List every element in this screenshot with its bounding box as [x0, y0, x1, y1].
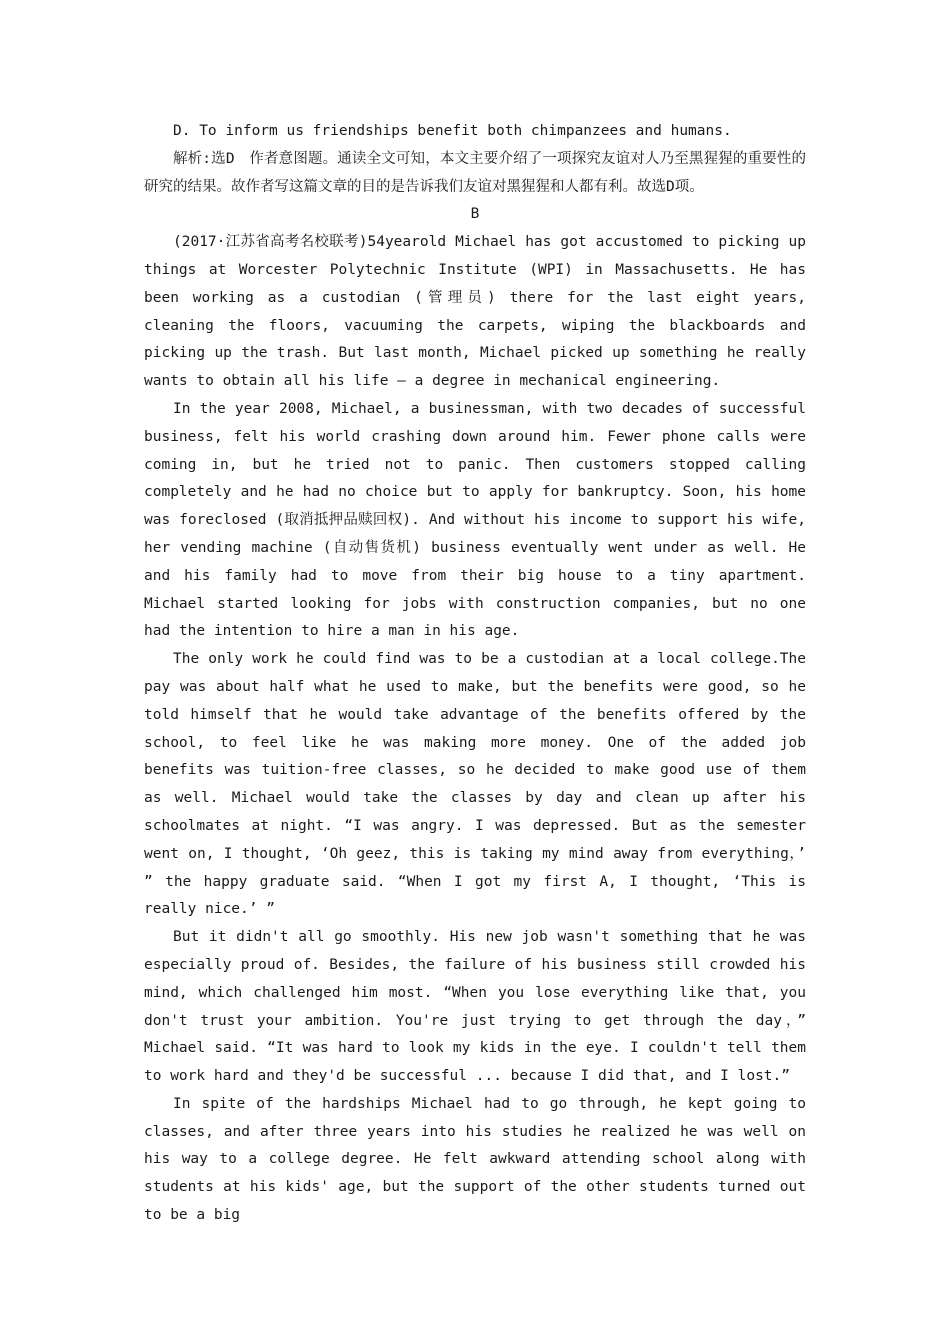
passage-paragraph-4: But it didn't all go smoothly. His new job wasn't something that he was especially proud of. Besides, the failure of his business still crowded his mind, which challenged him most. “When you lose everything like that, you don't trust your ambition. You're just trying to get through the day，” Michael said. “It was hard to look my kids in the eye. I couldn't tell them to work hard and they'd be successful ... because I did that, and I lost.”	[144, 929, 806, 1085]
analysis-paragraph: 解析:选D 作者意图题。通读全文可知，本文主要介绍了一项探究友谊对人乃至黑猩猩的重要性的研究的结果。故作者写这篇文章的目的是告诉我们友谊对黑猩猩和人都有利。故选D项。	[144, 150, 806, 195]
option-d: D. To inform us friendships benefit both chimpanzees and humans.	[173, 123, 732, 139]
passage-paragraph-5: In spite of the hardships Michael had to go through, he kept going to classes, and after three years into his studies he realized he was well on his way to a college degree. He felt awkward attending school along with students at his kids' age, but the support of the other students turned out to be a big	[144, 1095, 806, 1224]
document-page	[144, 118, 806, 1230]
passage-paragraph-1: (2017·江苏省高考名校联考)54yearold Michael has got accustomed to picking up things at Worcester Polytechnic Institute (WPI) in Massachusetts. He has been working as a custodian (管理员) there for the last eight years, cleaning the floors, vacuuming the carpets, wiping the blackboards and picking up the trash. But last month, Michael picked up something he really wants to obtain all his life — a degree in mechanical engineering.	[144, 234, 806, 390]
section-label: B	[470, 206, 480, 223]
passage-paragraph-2: In the year 2008, Michael, a businessman, with two decades of successful business, felt his world crashing down around him. Fewer phone calls were coming in, but he tried not to panic. Then customers stopped calling completely and he had no choice but to apply for bankruptcy. Soon, his home was foreclosed (取消抵押品赎回权). And without his income to support his wife, her vending machine (自动售货机) business eventually went under as well. He and his family had to move from their big house to a tiny apartment. Michael started looking for jobs with construction companies, but no one had the intention to hire a man in his age.	[144, 400, 806, 640]
passage-paragraph-3: The only work he could find was to be a custodian at a local college.The pay was about half what he used to make, but the benefits were good, so he told himself that he would take advantage of the benefits offered by the school, to feel like he was making more money. One of the added job benefits was tuition-free classes, so he decided to make good use of them as well. Michael would take the classes by day and clean up after his schoolmates at night. “I was angry. I was depressed. But as the semester went on, I thought, ‘Oh geez, this is taking my mind away from everything，’ ” the happy graduate said. “When I got my first A, I thought, ‘This is really nice.’ ”	[144, 651, 806, 918]
